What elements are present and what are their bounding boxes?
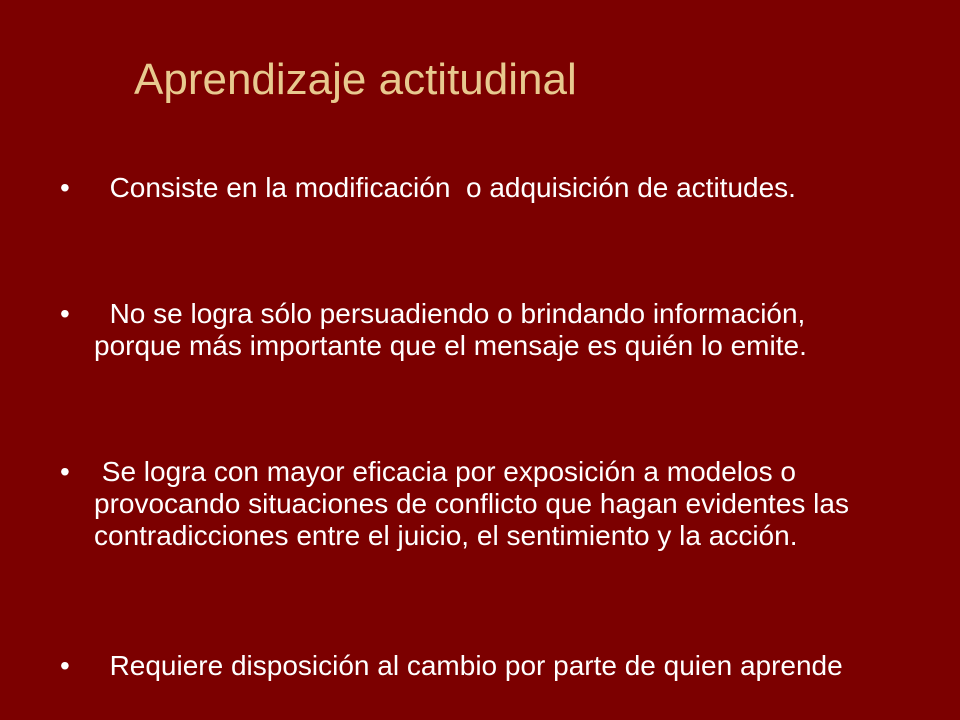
bullet-dot-icon: • [60, 172, 70, 203]
bullet-text: No se logra sólo persuadiendo o brindando información, porque más importante que el mensaje es quién lo emite. [94, 298, 814, 361]
bullet-item [60, 650, 860, 682]
bullet-item [60, 172, 860, 204]
slide-title: Aprendizaje actitudinal [134, 55, 577, 104]
bullet-dot-icon: • [60, 456, 70, 487]
bullet-dot-icon: • [60, 298, 70, 329]
bullet-item [60, 456, 860, 552]
bullet-text: Se logra con mayor eficacia por exposición a modelos o provocando situaciones de conflicto que hagan evidentes las contradicciones entre el juicio, el sentimiento y la acción. [94, 456, 857, 551]
bullet-text: Requiere disposición al cambio por parte de quien aprende [94, 650, 843, 681]
bullet-dot-icon: • [60, 650, 70, 681]
bullet-text: Consiste en la modificación o adquisición de actitudes. [94, 172, 796, 203]
bullet-item [60, 298, 860, 362]
